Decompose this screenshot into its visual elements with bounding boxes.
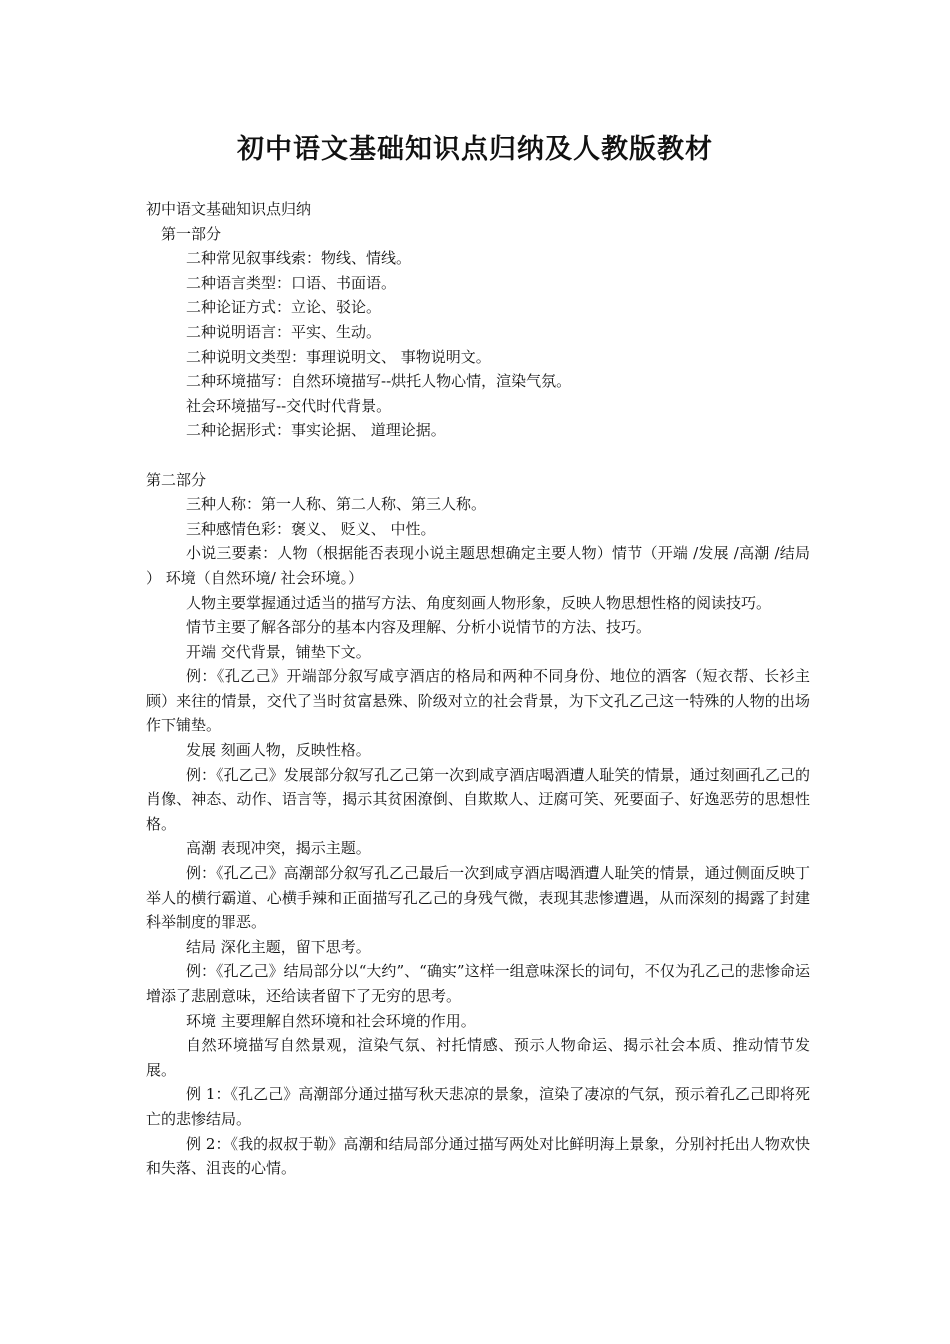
- paragraph: 环境 主要理解自然环境和社会环境的作用。: [186, 1011, 476, 1030]
- paragraph: 高潮 表现冲突，揭示主题。: [186, 839, 371, 858]
- paragraph: 例：《孔乙己》发展部分叙写孔乙己第一次到咸亨酒店喝酒遭人耻笑的情景，通过刻画孔乙己的肖像、神态、动作、语言等，揭示其贫困潦倒、自欺欺人、迂腐可笑、死要面子、好逸恶劳的思想性格。: [146, 765, 810, 833]
- paragraph: 二种论据形式：事实论据、 道理论据。: [186, 421, 446, 440]
- paragraph: 二种说明文类型：事理说明文、 事物说明文。: [186, 347, 491, 366]
- paragraph: 例：《孔乙己》开端部分叙写咸亨酒店的格局和两种不同身份、地位的酒客（短衣帮、长衫主顾）来往的情景，交代了当时贫富悬殊、阶级对立的社会背景，为下文孔乙己这一特殊的人物的出场作下铺垫。: [146, 667, 810, 735]
- paragraph: 例 2：《我的叔叔于勒》高潮和结局部分通过描写两处对比鲜明海上景象，分别衬托出人物欢快和失落、沮丧的心情。: [146, 1134, 810, 1178]
- document-title: 初中语文基础知识点归纳及人教版教材: [237, 134, 713, 165]
- document-body: [146, 197, 810, 1181]
- paragraph: 二种说明语言：平实、生动。: [186, 322, 382, 341]
- paragraph: 二种常见叙事线索：物线、情线。: [186, 249, 412, 268]
- paragraph: 二种语言类型：口语、书面语。: [186, 273, 397, 292]
- paragraph: 发展 刻画人物，反映性格。: [186, 741, 371, 760]
- paragraph: 情节主要了解各部分的基本内容及理解、分析小说情节的方法、技巧。: [186, 618, 652, 637]
- blank-line: [146, 443, 810, 468]
- paragraph: 结局 深化主题，留下思考。: [186, 937, 371, 956]
- paragraph: 社会环境描写--交代时代背景。: [186, 396, 392, 415]
- paragraph: 二种环境描写：自然环境描写--烘托人物心情，渲染气氛。: [186, 372, 572, 391]
- paragraph: 例 1：《孔乙己》高潮部分通过描写秋天悲凉的景象，渲染了凄凉的气氛，预示着孔乙己即将死亡的悲惨结局。: [146, 1085, 810, 1128]
- paragraph: 例：《孔乙己》结局部分以“大约”、“确实”这样一组意味深长的词句，不仅为孔乙己的悲惨命运增添了悲剧意味，还给读者留下了无穷的思考。: [146, 962, 810, 1005]
- paragraph: 自然环境描写自然景观，渲染气氛、衬托情感、预示人物命运、揭示社会本质、推动情节发展。: [146, 1036, 810, 1079]
- paragraph: 二种论证方式：立论、驳论。: [186, 298, 382, 317]
- paragraph: 人物主要掌握通过适当的描写方法、角度刻画人物形象，反映人物思想性格的阅读技巧。: [186, 593, 772, 612]
- paragraph: 例：《孔乙己》高潮部分叙写孔乙己最后一次到咸亨酒店喝酒遭人耻笑的情景，通过侧面反映丁举人的横行霸道、心横手辣和正面描写孔乙己的身残气微，表现其悲惨遭遇，从而深刻的揭露了封建科举制度的罪恶。: [146, 864, 810, 932]
- paragraph: 三种感情色彩：褒义、 贬义、 中性。: [186, 519, 436, 538]
- paragraph: 小说三要素：人物（根据能否表现小说主题思想确定主要人物）情节（开端 /发展 /高潮 /结局 ） 环境（自然环境/ 社会环境。）: [146, 544, 810, 587]
- paragraph: 开端 交代背景，铺垫下文。: [186, 642, 371, 661]
- paragraph: 三种人称：第一人称、第二人称、第三人称。: [186, 495, 487, 514]
- paragraph: 第二部分: [146, 470, 207, 489]
- paragraph: 初中语文基础知识点归纳: [146, 200, 312, 218]
- paragraph: 第一部分: [161, 224, 222, 243]
